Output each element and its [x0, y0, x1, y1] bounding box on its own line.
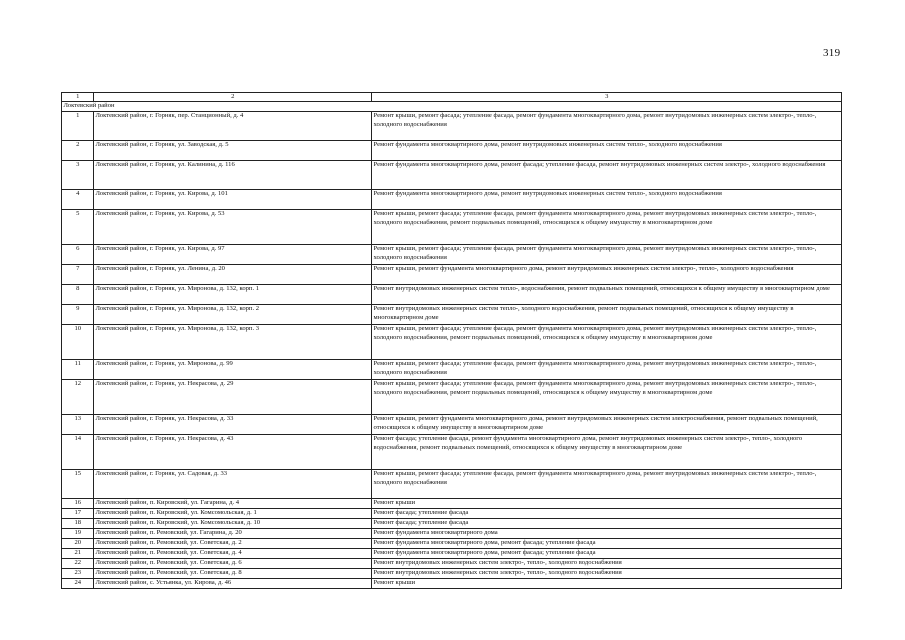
table-row	[62, 245, 842, 265]
row-works: Ремонт крыши, ремонт фасада; утепление фасада, ремонт фундамента многоквартирного дома, ремонт внутридомовых инженерных систем электро-, тепло-, холодного водоснабжения	[372, 360, 842, 380]
row-number: 16	[62, 499, 94, 509]
row-number: 5	[62, 210, 94, 245]
row-works: Ремонт внутридомовых инженерных систем электро-, тепло-, холодного водоснабжения	[372, 559, 842, 569]
repair-works-table	[61, 92, 842, 589]
table-row	[62, 435, 842, 470]
row-address: Локтевский район, п. Кировский, ул. Комсомольская, д. 1	[94, 509, 372, 519]
row-works: Ремонт фундамента многоквартирного дома, ремонт внутридомовых инженерных систем тепло-, холодного водоснабжения	[372, 141, 842, 161]
table-row	[62, 519, 842, 529]
row-works: Ремонт фундамента многоквартирного дома, ремонт фасада; утепление фасада	[372, 549, 842, 559]
row-address: Локтевский район, с. Устьянка, ул. Кирова, д. 46	[94, 579, 372, 589]
table-row	[62, 529, 842, 539]
row-works: Ремонт крыши, ремонт фасада; утепление фасада, ремонт фундамента многоквартирного дома, ремонт внутридомовых инженерных систем электро-, тепло-, холодного водоснабжения, ремонт подвальных помещений, относящихся к общему имуществу в многоквартирном доме	[372, 380, 842, 415]
row-works: Ремонт крыши, ремонт фундамента многоквартирного дома, ремонт внутридомовых инженерных систем электро-, тепло-, холодного водоснабжения	[372, 265, 842, 285]
table-row	[62, 415, 842, 435]
row-number: 15	[62, 470, 94, 499]
table-row	[62, 265, 842, 285]
row-address: Локтевский район, г. Горняк, ул. Садовая, д. 33	[94, 470, 372, 499]
row-number: 6	[62, 245, 94, 265]
table-row	[62, 161, 842, 190]
row-number: 22	[62, 559, 94, 569]
row-address: Локтевский район, п. Ремовский, ул. Советская, д. 2	[94, 539, 372, 549]
row-number: 23	[62, 569, 94, 579]
row-works: Ремонт фундамента многоквартирного дома, ремонт фасада; утепление фасада	[372, 539, 842, 549]
row-works: Ремонт фундамента многоквартирного дома, ремонт фасада; утепление фасада, ремонт внутридомовых инженерных систем электро-, холодного водоснабжения	[372, 161, 842, 190]
row-number: 21	[62, 549, 94, 559]
row-works: Ремонт крыши, ремонт фундамента многоквартирного дома, ремонт внутридомовых инженерных систем электроснабжения, ремонт подвальных помещений, относящихся к общему имуществу в многоквартирном доме	[372, 415, 842, 435]
table-row	[62, 190, 842, 210]
row-number: 12	[62, 380, 94, 415]
table-row	[62, 579, 842, 589]
row-number: 19	[62, 529, 94, 539]
row-number: 2	[62, 141, 94, 161]
row-address: Локтевский район, г. Горняк, ул. Кирова, д. 101	[94, 190, 372, 210]
table-row	[62, 559, 842, 569]
row-address: Локтевский район, г. Горняк, ул. Некрасова, д. 43	[94, 435, 372, 470]
row-works: Ремонт крыши, ремонт фасада; утепление фасада, ремонт фундамента многоквартирного дома, ремонт внутридомовых инженерных систем электро-, тепло-, холодного водоснабжения, ремонт подвальных помещений, относящихся к общему имуществу в многоквартирном доме	[372, 210, 842, 245]
row-number: 4	[62, 190, 94, 210]
table-row	[62, 509, 842, 519]
row-address: Локтевский район, п. Кировский, ул. Гагарина, д. 4	[94, 499, 372, 509]
row-works: Ремонт внутридомовых инженерных систем тепло-, холодного водоснабжения, ремонт подвальных помещений, относящихся к общему имуществу в многоквартирном доме	[372, 305, 842, 325]
table-row	[62, 380, 842, 415]
row-number: 14	[62, 435, 94, 470]
row-number: 1	[62, 112, 94, 141]
row-number: 11	[62, 360, 94, 380]
row-address: Локтевский район, г. Горняк, ул. Некрасова, д. 29	[94, 380, 372, 415]
row-number: 9	[62, 305, 94, 325]
table-row	[62, 141, 842, 161]
row-address: Локтевский район, г. Горняк, ул. Миронова, д. 132, корп. 3	[94, 325, 372, 360]
page-number: 319	[823, 47, 841, 59]
row-address: Локтевский район, г. Горняк, ул. Миронова, д. 132, корп. 2	[94, 305, 372, 325]
row-address: Локтевский район, г. Горняк, ул. Ленина, д. 20	[94, 265, 372, 285]
row-number: 7	[62, 265, 94, 285]
row-number: 3	[62, 161, 94, 190]
row-address: Локтевский район, г. Горняк, ул. Кирова, д. 53	[94, 210, 372, 245]
row-address: Локтевский район, п. Ремовский, ул. Советская, д. 4	[94, 549, 372, 559]
table-header-row	[62, 93, 842, 102]
column-header-number: 1	[62, 93, 94, 102]
row-address: Локтевский район, г. Горняк, пер. Станционный, д. 4	[94, 112, 372, 141]
row-address: Локтевский район, г. Горняк, ул. Заводская, д. 5	[94, 141, 372, 161]
row-works: Ремонт крыши, ремонт фасада; утепление фасада, ремонт фундамента многоквартирного дома, ремонт внутридомовых инженерных систем электро-, тепло-, холодного водоснабжения, ремонт подвальных помещений, относящихся к общему имуществу в многоквартирном доме	[372, 325, 842, 360]
row-works: Ремонт фасада; утепление фасада, ремонт фундамента многоквартирного дома, ремонт внутридомовых инженерных систем электро-, тепло-, холодного водоснабжения, ремонт подвальных помещений, относящихся к общему имуществу в многоквартирном доме	[372, 435, 842, 470]
row-number: 17	[62, 509, 94, 519]
table-row	[62, 470, 842, 499]
district-heading: Локтевский район	[62, 102, 842, 112]
table-row	[62, 539, 842, 549]
row-works: Ремонт фасада; утепление фасада	[372, 519, 842, 529]
row-number: 18	[62, 519, 94, 529]
row-works: Ремонт фасада; утепление фасада	[372, 509, 842, 519]
row-address: Локтевский район, г. Горняк, ул. Некрасова, д. 33	[94, 415, 372, 435]
row-number: 10	[62, 325, 94, 360]
row-address: Локтевский район, п. Ремовский, ул. Советская, д. 6	[94, 559, 372, 569]
table-row	[62, 305, 842, 325]
row-address: Локтевский район, п. Ремовский, ул. Советская, д. 8	[94, 569, 372, 579]
row-address: Локтевский район, г. Горняк, ул. Миронова, д. 99	[94, 360, 372, 380]
row-address: Локтевский район, г. Горняк, ул. Миронова, д. 132, корп. 1	[94, 285, 372, 305]
row-address: Локтевский район, г. Горняк, ул. Кирова, д. 97	[94, 245, 372, 265]
row-works: Ремонт крыши, ремонт фасада; утепление фасада, ремонт фундамента многоквартирного дома, ремонт внутридомовых инженерных систем электро-, тепло-, холодного водоснабжения	[372, 245, 842, 265]
table-row	[62, 325, 842, 360]
row-works: Ремонт фундамента многоквартирного дома	[372, 529, 842, 539]
column-header-works: 3	[372, 93, 842, 102]
table-row	[62, 499, 842, 509]
row-works: Ремонт крыши, ремонт фасада; утепление фасада, ремонт фундамента многоквартирного дома, ремонт внутридомовых инженерных систем электро-, тепло-, холодного водоснабжения	[372, 470, 842, 499]
row-number: 24	[62, 579, 94, 589]
row-address: Локтевский район, п. Кировский, ул. Комсомольская, д. 10	[94, 519, 372, 529]
row-works: Ремонт фундамента многоквартирного дома, ремонт внутридомовых инженерных систем тепло-, холодного водоснабжения	[372, 190, 842, 210]
row-number: 20	[62, 539, 94, 549]
table-row	[62, 569, 842, 579]
table-row	[62, 549, 842, 559]
row-works: Ремонт внутридомовых инженерных систем тепло-, водоснабжения, ремонт подвальных помещений, относящихся к общему имуществу в многоквартирном доме	[372, 285, 842, 305]
row-works: Ремонт внутридомовых инженерных систем электро-, тепло-, холодного водоснабжения	[372, 569, 842, 579]
row-works: Ремонт крыши	[372, 579, 842, 589]
row-works: Ремонт крыши	[372, 499, 842, 509]
table-row	[62, 360, 842, 380]
table-row	[62, 285, 842, 305]
row-address: Локтевский район, г. Горняк, ул. Калинина, д. 116	[94, 161, 372, 190]
row-number: 13	[62, 415, 94, 435]
row-works: Ремонт крыши, ремонт фасада; утепление фасада, ремонт фундамента многоквартирного дома, ремонт внутридомовых инженерных систем электро-, тепло-, холодного водоснабжения	[372, 112, 842, 141]
table-row	[62, 210, 842, 245]
column-header-address: 2	[94, 93, 372, 102]
district-heading-row	[62, 102, 842, 112]
table-row	[62, 112, 842, 141]
row-address: Локтевский район, п. Ремовский, ул. Гагарина, д. 20	[94, 529, 372, 539]
row-number: 8	[62, 285, 94, 305]
